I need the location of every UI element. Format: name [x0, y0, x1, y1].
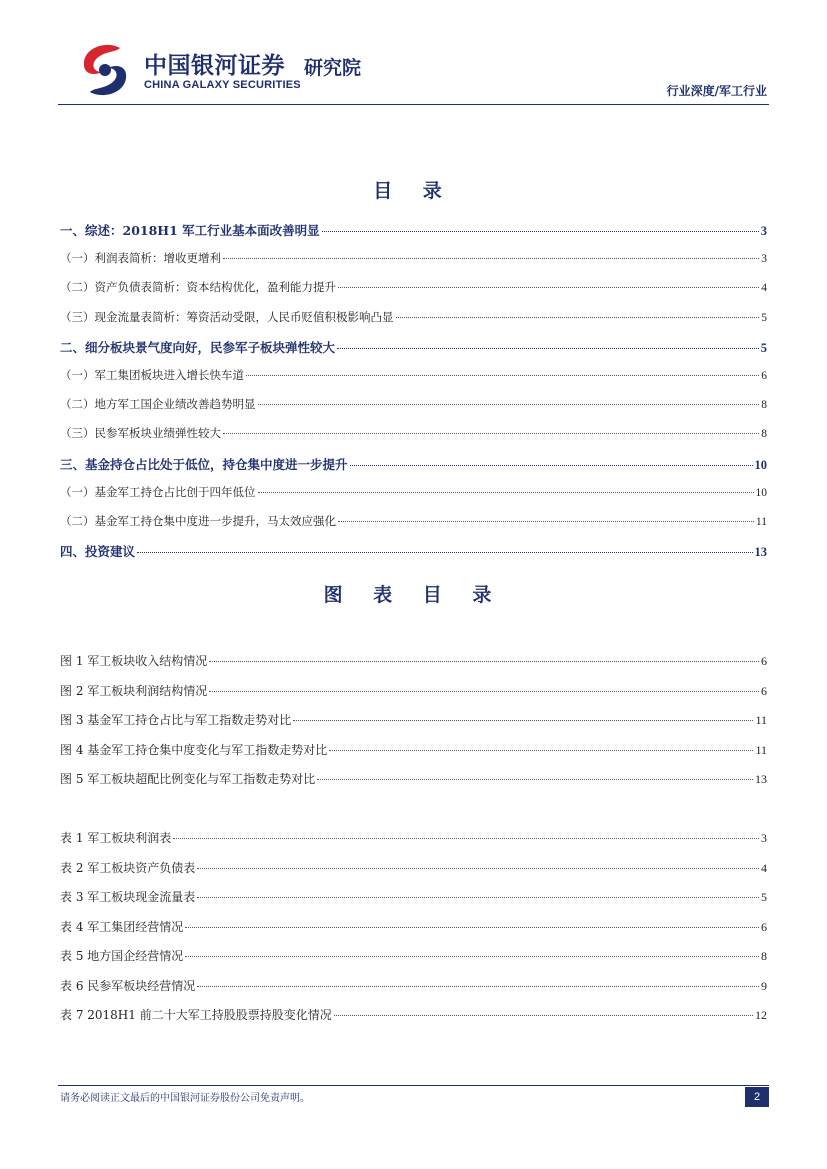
dot-leader [137, 552, 752, 553]
toc-entry[interactable] [60, 221, 767, 241]
figure-entry-page: 11 [755, 713, 767, 727]
dot-leader [209, 691, 759, 692]
table-entry-label: 表 3 军工板块现金流量表 [60, 890, 196, 904]
dot-leader [185, 956, 759, 957]
toc-entry-label: （一）基金军工持仓占比创于四年低位 [60, 484, 256, 499]
toc-entry-label: （二）地方军工国企业绩改善趋势明显 [60, 397, 256, 412]
galaxy-logo-icon [76, 42, 134, 98]
dot-leader [209, 661, 759, 662]
toc-entry[interactable] [60, 542, 767, 562]
footer-divider [58, 1085, 769, 1086]
dot-leader [197, 986, 759, 987]
dot-leader [223, 258, 759, 259]
toc-entry[interactable] [60, 279, 767, 299]
table-entry[interactable] [60, 1006, 767, 1026]
dot-leader [338, 521, 754, 522]
table-entry[interactable] [60, 859, 767, 879]
table-entry[interactable] [60, 888, 767, 908]
table-entry-page: 12 [755, 1008, 767, 1022]
toc-entry-page: 5 [761, 311, 767, 324]
dot-leader [337, 348, 759, 349]
figure-entry-page: 11 [755, 742, 767, 757]
toc-entry-page: 10 [754, 457, 767, 472]
toc-entry-label: 一、综述：2018H1 军工行业基本面改善明显 [60, 223, 320, 238]
table-entry-page: 6 [761, 919, 767, 934]
figure-entry[interactable] [60, 682, 767, 702]
dot-leader [334, 1015, 753, 1016]
figure-entry-page: 13 [755, 772, 767, 786]
brand-institute: 研究院 [304, 57, 362, 79]
toc-entry-label: 三、基金持仓占比处于低位，持仓集中度进一步提升 [60, 456, 348, 472]
header-divider [58, 104, 769, 105]
dot-leader [173, 838, 759, 839]
page-number: 2 [745, 1087, 769, 1107]
toc-entry[interactable] [60, 513, 767, 533]
figure-entry[interactable] [60, 711, 767, 731]
table-entry-page: 3 [761, 831, 767, 845]
figure-entry-label: 图 4 基金军工持仓集中度变化与军工指数走势对比 [60, 742, 328, 757]
figure-entry[interactable] [60, 741, 767, 761]
table-entry-page: 5 [761, 890, 767, 904]
toc-entry[interactable] [60, 309, 767, 329]
toc-entry-page: 13 [754, 545, 767, 560]
dot-leader [350, 465, 753, 466]
toc-entry-page: 3 [760, 224, 767, 238]
table-entry[interactable] [60, 918, 767, 938]
table-entry-label: 表 5 地方国企经营情况 [60, 949, 184, 963]
toc-title: 目 录 [373, 180, 454, 202]
dot-leader [329, 750, 753, 751]
dot-leader [223, 433, 759, 434]
toc-entry-label: 四、投资建议 [60, 544, 136, 560]
toc-entry-label: （三）现金流量表简析：筹资活动受限，人民币贬值积极影响凸显 [60, 309, 394, 324]
figure-entry-page: 6 [761, 654, 767, 668]
toc-entry-label: （二）基金军工持仓集中度进一步提升，马太效应强化 [60, 514, 336, 528]
dot-leader [197, 897, 759, 898]
toc-entry[interactable] [60, 250, 767, 270]
toc-entry[interactable] [60, 455, 767, 475]
toc-entry-page: 8 [761, 399, 767, 412]
toc-entry-page: 6 [761, 370, 767, 382]
disclaimer-note: 请务必阅读正文最后的中国银河证券股份公司免责声明。 [60, 1093, 310, 1104]
toc-entry-label: （一）军工集团板块进入增长快车道 [60, 368, 244, 382]
toc-entry-label: （一）利润表简析：增收更增利 [60, 251, 221, 266]
toc-entry-label: （二）资产负债表简析：资本结构优化，盈利能力提升 [60, 280, 336, 295]
table-entry[interactable] [60, 947, 767, 967]
table-entry[interactable] [60, 977, 767, 997]
toc-entry-page: 3 [761, 253, 767, 266]
figure-entry-label: 图 2 军工板块利润结构情况 [60, 683, 208, 698]
dot-leader [258, 492, 754, 493]
toc-entry[interactable] [60, 396, 767, 416]
table-entry-label: 表 1 军工板块利润表 [60, 831, 172, 845]
table-entry-page: 8 [761, 949, 767, 963]
toc-entry-page: 11 [755, 516, 767, 528]
toc-entry-page: 4 [761, 282, 767, 295]
dot-leader [185, 927, 759, 928]
toc-entry-page: 8 [761, 428, 767, 441]
dot-leader [258, 404, 760, 405]
table-entry-page: 9 [761, 978, 767, 993]
figure-entry[interactable] [60, 770, 767, 790]
toc-entry-page: 5 [760, 340, 767, 355]
table-entry-page: 4 [761, 860, 767, 875]
toc-entry[interactable] [60, 367, 767, 387]
table-entry-label: 表 4 军工集团经营情况 [60, 919, 184, 934]
table-entry-label: 表 7 2018H1 前二十大军工持股股票持股变化情况 [60, 1008, 332, 1022]
figure-entry-label: 图 5 军工板块超配比例变化与军工指数走势对比 [60, 772, 316, 786]
figure-entry-label: 图 1 军工板块收入结构情况 [60, 654, 208, 668]
table-entry-label: 表 6 民参军板块经营情况 [60, 978, 196, 993]
figure-entry-label: 图 3 基金军工持仓占比与军工指数走势对比 [60, 713, 292, 727]
dot-leader [396, 317, 760, 318]
table-entry-label: 表 2 军工板块资产负债表 [60, 860, 196, 875]
report-category: 行业深度/军工行业 [666, 84, 767, 98]
toc-entry-page: 10 [755, 486, 767, 499]
toc-entry-label: 二、细分板块景气度向好，民参军子板块弹性较大 [60, 339, 336, 355]
figure-entry-page: 6 [761, 683, 767, 698]
figure-entry[interactable] [60, 652, 767, 672]
company-logo [58, 40, 378, 102]
dot-leader [197, 868, 759, 869]
brand-name-en: CHINA GALAXY SECURITIES [144, 79, 301, 91]
dot-leader [338, 287, 759, 288]
dot-leader [317, 779, 753, 780]
dot-leader [246, 375, 759, 376]
toc-entry[interactable] [60, 484, 767, 504]
dot-leader [322, 231, 759, 232]
figures-title: 图 表 目 录 [323, 584, 504, 606]
toc-entry[interactable] [60, 338, 767, 358]
dot-leader [293, 720, 753, 721]
toc-entry-label: （三）民参军板块业绩弹性较大 [60, 426, 221, 441]
toc-entry[interactable] [60, 425, 767, 445]
table-entry[interactable] [60, 829, 767, 849]
brand-name-cn: 中国银河证券 [144, 53, 285, 79]
